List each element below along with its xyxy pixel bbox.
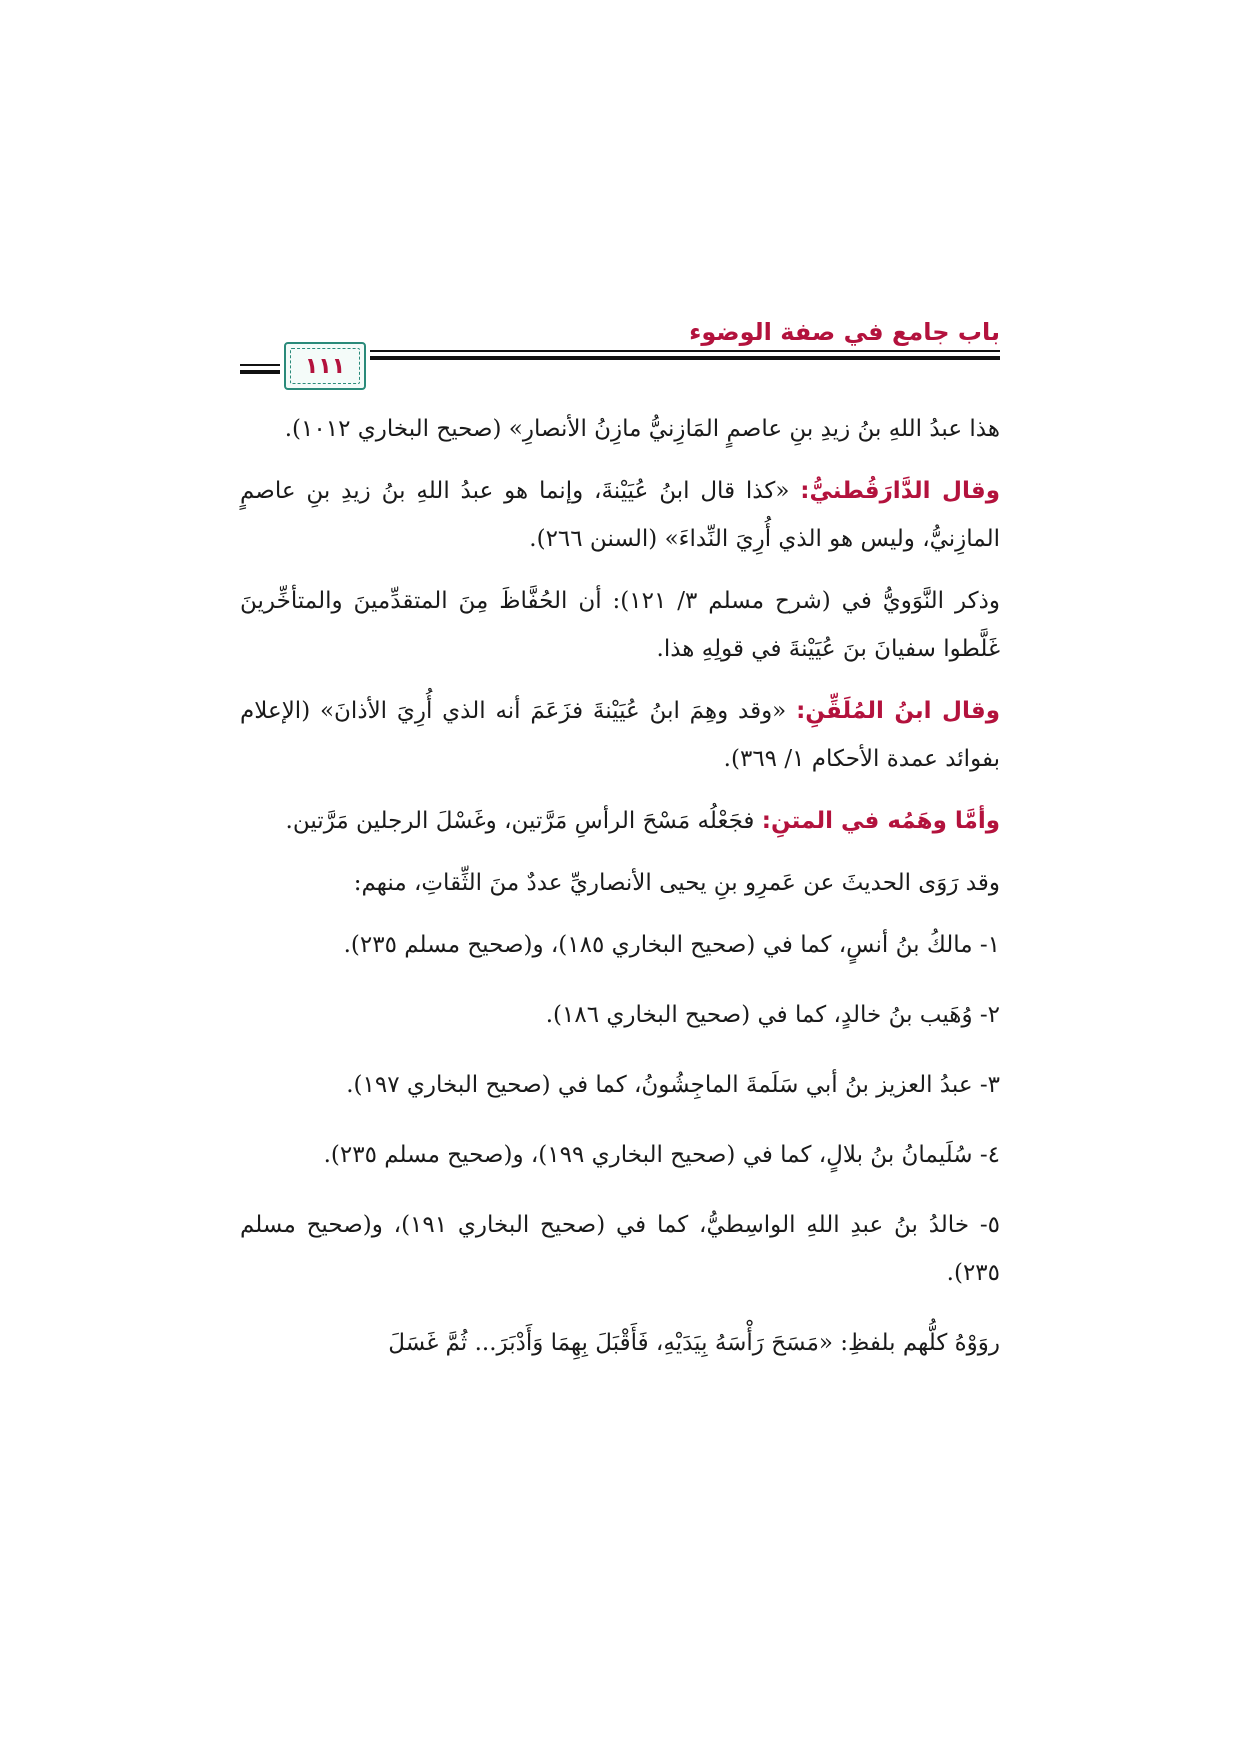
list-item-1: ١- مالكُ بنُ أنسٍ، كما في (صحيح البخاري ١٨٥)، و(صحيح مسلم ٢٣٥). (343, 932, 1000, 958)
paragraph-2 (240, 467, 1000, 563)
header-rule-left-top (240, 364, 280, 366)
paragraph-3: وذكر النَّوَويُّ في (شرح مسلم ٣/ ١٢١): أن الحُفَّاظَ مِنَ المتقدِّمينَ والمتأخِّرينَ غَلَّطوا سفيانَ بنَ عُيَيْنةَ في قولِهِ هذا. (240, 588, 1000, 662)
header-rule-bottom (370, 356, 1000, 360)
running-header-title: باب جامع في صفة الوضوء (689, 318, 1000, 346)
paragraph-6: وقد رَوَى الحديثَ عن عَمرِو بنِ يحيى الأنصاريِّ عددٌ منَ الثِّقاتِ، منهم: (353, 870, 1000, 896)
paragraph-2-text: «كذا قال ابنُ عُيَيْنةَ، وإنما هو عبدُ اللهِ بنُ زيدِ بنِ عاصمٍ المازِنيُّ، وليس هو الذي أُرِيَ النِّداءَ» (السنن ٢٦٦). (240, 478, 1000, 552)
header-rule-top (370, 350, 1000, 352)
paragraph-2-lead: وقال الدَّارَقُطنيُّ: (800, 478, 1000, 504)
paragraph-4-lead: وقال ابنُ المُلَقِّنِ: (796, 698, 1001, 724)
paragraph-5-text: فجَعْلُه مَسْحَ الرأسِ مَرَّتين، وغَسْلَ الرجلين مَرَّتين. (285, 808, 762, 834)
page-body (240, 405, 1000, 1381)
paragraph-1: هذا عبدُ اللهِ بنُ زيدِ بنِ عاصمٍ المَازِنيُّ مازِنُ الأنصارِ» (صحيح البخاري ١٠١٢). (284, 416, 1000, 442)
page-number-badge (284, 342, 366, 390)
list-item-4: ٤- سُلَيمانُ بنُ بلالٍ، كما في (صحيح البخاري ١٩٩)، و(صحيح مسلم ٢٣٥). (323, 1142, 1000, 1168)
list-item-5: ٥- خالدُ بنُ عبدِ اللهِ الواسِطيُّ، كما في (صحيح البخاري ١٩١)، و(صحيح مسلم ٢٣٥). (240, 1212, 1000, 1286)
header-rule-left-bottom (240, 370, 280, 374)
list-item-3: ٣- عبدُ العزيز بنُ أبي سَلَمةَ الماجِشُونُ، كما في (صحيح البخاري ١٩٧). (346, 1072, 1000, 1098)
list-item-2: ٢- وُهَيب بنُ خالدٍ، كما في (صحيح البخاري ١٨٦). (545, 1002, 1000, 1028)
paragraph-4 (240, 687, 1000, 783)
page-number: ١١١ (304, 353, 346, 379)
paragraph-7: روَوْهُ كلُّهم بلفظِ: «مَسَحَ رَأْسَهُ بِيَدَيْهِ، فَأَقْبَلَ بِهِمَا وَأَدْبَرَ... ثُمَّ غَسَلَ (388, 1330, 1000, 1356)
paragraph-5 (240, 797, 1000, 845)
paragraph-4-text: «وقد وهِمَ ابنُ عُيَيْنةَ فزَعَمَ أنه الذي أُرِيَ الأذانَ» (الإعلام بفوائد عمدة الأحكام ١/ ٣٦٩). (240, 698, 1000, 772)
paragraph-5-lead: وأمَّا وهَمُه في المتنِ: (761, 808, 1000, 834)
